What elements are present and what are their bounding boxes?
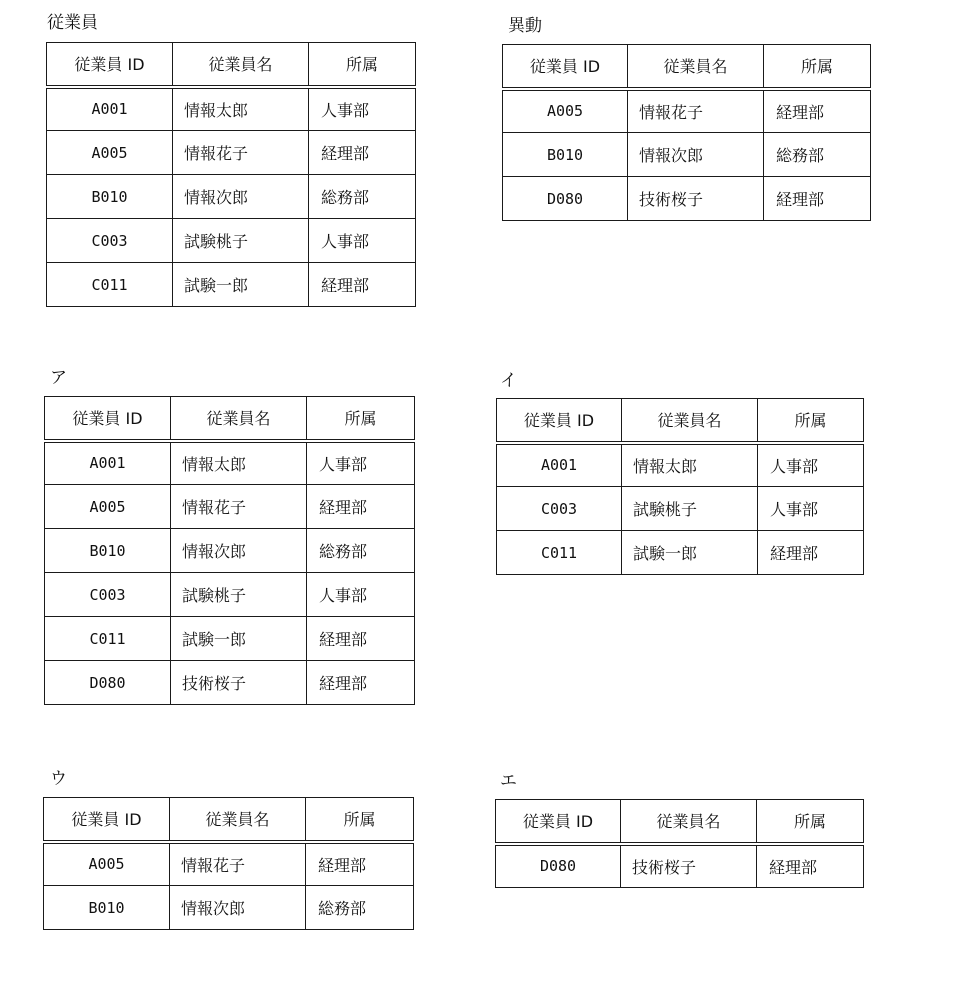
employee-id-cell: C011 [497, 531, 622, 575]
employee-name-cell: 技術桜子 [621, 844, 757, 888]
department-cell: 経理部 [764, 177, 871, 221]
table-row [47, 219, 416, 263]
table-row [45, 617, 415, 661]
department-cell: 総務部 [307, 529, 415, 573]
column-header-id: 従業員 ID [47, 43, 173, 87]
table-row [44, 886, 414, 930]
column-header-name: 従業員名 [171, 397, 307, 441]
department-cell: 人事部 [307, 441, 415, 485]
employee-name-cell: 技術桜子 [171, 661, 307, 705]
column-header-name: 従業員名 [621, 800, 757, 844]
table-row [47, 263, 416, 307]
employee-name-cell: 試験一郎 [171, 617, 307, 661]
employee-name-cell: 情報次郎 [173, 175, 309, 219]
option-a-label: ア [50, 368, 67, 388]
employee-name-cell: 情報花子 [170, 842, 306, 886]
table-row [45, 441, 415, 485]
employee-name-cell: 情報花子 [173, 131, 309, 175]
option-e-label: エ [500, 771, 517, 791]
table-row [497, 487, 864, 531]
table-row [503, 177, 871, 221]
department-cell: 人事部 [758, 443, 864, 487]
table-row [47, 131, 416, 175]
department-cell: 人事部 [309, 87, 416, 131]
employee-name-cell: 試験桃子 [171, 573, 307, 617]
employee-name-cell: 情報花子 [628, 89, 764, 133]
column-header-dept: 所属 [764, 45, 871, 89]
employee-name-cell: 技術桜子 [628, 177, 764, 221]
employee-id-cell: C003 [497, 487, 622, 531]
employee-id-cell: A001 [45, 441, 171, 485]
employee-name-cell: 情報太郎 [173, 87, 309, 131]
employee-name-cell: 情報次郎 [628, 133, 764, 177]
option-i-label: イ [500, 371, 517, 391]
department-cell: 総務部 [764, 133, 871, 177]
employee-id-cell: B010 [44, 886, 170, 930]
option-a-table [44, 396, 415, 705]
employee-id-cell: A005 [503, 89, 628, 133]
column-header-id: 従業員 ID [496, 800, 621, 844]
column-header-id: 従業員 ID [497, 399, 622, 443]
column-header-dept: 所属 [309, 43, 416, 87]
option-u-label: ウ [50, 769, 67, 789]
department-cell: 経理部 [309, 263, 416, 307]
column-header-name: 従業員名 [173, 43, 309, 87]
department-cell: 経理部 [307, 661, 415, 705]
employee-id-cell: A001 [497, 443, 622, 487]
option-u-table [43, 797, 414, 930]
column-header-id: 従業員 ID [44, 798, 170, 842]
employee-id-cell: A005 [44, 842, 170, 886]
department-cell: 経理部 [307, 485, 415, 529]
table-row [497, 443, 864, 487]
employee-table [46, 42, 416, 307]
department-cell: 経理部 [309, 131, 416, 175]
table-row [45, 485, 415, 529]
table-row [503, 133, 871, 177]
employee-id-cell: A001 [47, 87, 173, 131]
employee-name-cell: 情報太郎 [622, 443, 758, 487]
department-cell: 経理部 [758, 531, 864, 575]
department-cell: 総務部 [306, 886, 414, 930]
employee-id-cell: A005 [45, 485, 171, 529]
employee-id-cell: D080 [496, 844, 621, 888]
table-row [47, 175, 416, 219]
employee-name-cell: 試験一郎 [622, 531, 758, 575]
employee-name-cell: 試験桃子 [173, 219, 309, 263]
employee-table-label: 従業員 [47, 13, 98, 33]
department-cell: 経理部 [306, 842, 414, 886]
option-i-table [496, 398, 864, 575]
department-cell: 人事部 [758, 487, 864, 531]
table-row [503, 89, 871, 133]
column-header-dept: 所属 [307, 397, 415, 441]
department-cell: 総務部 [309, 175, 416, 219]
transfer-table-label: 異動 [508, 16, 542, 36]
employee-name-cell: 情報次郎 [171, 529, 307, 573]
table-row [497, 531, 864, 575]
employee-id-cell: A005 [47, 131, 173, 175]
option-e-table [495, 799, 864, 888]
employee-id-cell: B010 [503, 133, 628, 177]
department-cell: 人事部 [309, 219, 416, 263]
employee-id-cell: C011 [45, 617, 171, 661]
employee-id-cell: B010 [45, 529, 171, 573]
department-cell: 人事部 [307, 573, 415, 617]
employee-name-cell: 情報次郎 [170, 886, 306, 930]
employee-id-cell: B010 [47, 175, 173, 219]
employee-name-cell: 情報花子 [171, 485, 307, 529]
employee-id-cell: C003 [47, 219, 173, 263]
table-row [45, 661, 415, 705]
employee-id-cell: C011 [47, 263, 173, 307]
department-cell: 経理部 [307, 617, 415, 661]
column-header-dept: 所属 [758, 399, 864, 443]
table-row [45, 573, 415, 617]
department-cell: 経理部 [764, 89, 871, 133]
column-header-id: 従業員 ID [45, 397, 171, 441]
employee-id-cell: D080 [503, 177, 628, 221]
employee-name-cell: 試験一郎 [173, 263, 309, 307]
department-cell: 経理部 [757, 844, 864, 888]
employee-id-cell: D080 [45, 661, 171, 705]
transfer-table [502, 44, 871, 221]
table-row [44, 842, 414, 886]
employee-name-cell: 情報太郎 [171, 441, 307, 485]
table-row [496, 844, 864, 888]
table-row [45, 529, 415, 573]
column-header-name: 従業員名 [628, 45, 764, 89]
column-header-dept: 所属 [306, 798, 414, 842]
employee-id-cell: C003 [45, 573, 171, 617]
column-header-dept: 所属 [757, 800, 864, 844]
table-row [47, 87, 416, 131]
column-header-name: 従業員名 [622, 399, 758, 443]
column-header-id: 従業員 ID [503, 45, 628, 89]
employee-name-cell: 試験桃子 [622, 487, 758, 531]
column-header-name: 従業員名 [170, 798, 306, 842]
